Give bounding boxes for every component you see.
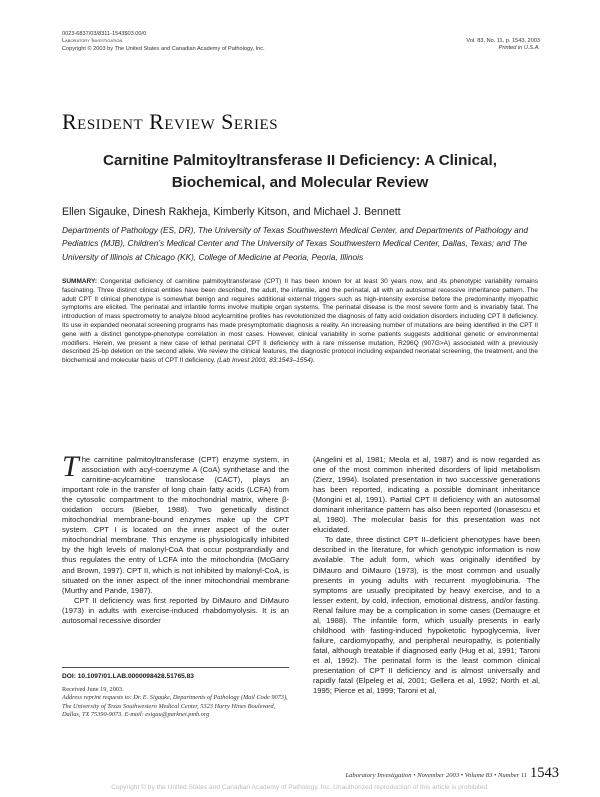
paragraph: To date, three distinct CPT II–deficient phenotypes have been described in the literature, for which genotypic information is now available. The adult form, which was originally identified by DiMauro and DiMauro (1973), is the most common and usually presents in young adults with recurrent myoglobinuria. The symptoms are usually precipitated by heavy exercise, and to a lesser extent, by cold, infection, emotional distress, and/or fasting. Renal failure may be a complication in some cases (Demaugre et al, 1988). The infantile form, which usually presents in early childhood with fasting-induced hypoketotic hypoglycemia, liver failure, cardiomyopathy, and peripheral neuropathy, is potentially fatal, although treatable if diagnosed early (Hug et al, 1991; Taroni et al, 1992). The perinatal form is the least common clinical presentation of CPT II deficiency and is almost universally and rapidly fatal (Elpeleg et al, 2001; Gellera et al, 1992; North et al, 1995; Pierce et al, 1999; Taroni et al, [313, 535, 540, 696]
received-date: Received June 19, 2003. [62, 686, 124, 693]
header-right [466, 38, 540, 53]
header-left [62, 31, 265, 53]
reprint-address: Address reprint requests to: Dr. E. Sigauke, Departments of Pathology (Mail Code 9073), The University of Texas Southwestern Medical Center, 5323 Harry Hines Boulevard, Dallas, TX 75390-9073. E-mail: esigau@parknet.pmh.org [62, 694, 288, 718]
journal-footer: Laboratory Investigation • November 2003 • Volume 83 • Number 11 [345, 772, 527, 779]
body-column-right [313, 455, 540, 696]
volume-info: Vol. 83, No. 11, p. 1543, 2003 [466, 38, 540, 44]
journal-name: Laboratory Investigation [62, 38, 123, 45]
page-number: 1543 [530, 765, 559, 781]
article-title: Carnitine Palmitoyltransferase II Deficiency: A Clinical, Biochemical, and Molecular Review [103, 152, 497, 191]
summary-abstract [62, 278, 538, 366]
header-copyright: Copyright © 2003 by The United States and Canadian Academy of Pathology, Inc. [62, 45, 265, 52]
summary-citation: (Lab Invest 2003, 83:1543–1554). [217, 357, 315, 365]
paragraph [62, 450, 289, 596]
received-note [62, 686, 289, 719]
author-list: Ellen Sigauke, Dinesh Rakheja, Kimberly Kitson, and Michael J. Bennett [62, 206, 401, 218]
doi-line: DOI: 10.1097/01.LAB.0000098428.51765.83 [62, 673, 194, 680]
issn-line: 0023-6837/03/8311-1543$03.00/0 [62, 31, 147, 37]
paragraph-text: he carnitine palmitoyltransferase (CPT) enzyme system, in association with acyl-coenzyme A (CoA) synthetase and the carnitine-acylcarnitine translocase (CACT), plays an important role in the transfer of long chain fatty acids (LCFA) from the cytosolic compartment to the mitochondrial matrix, where β-oxidation occurs (Bieber, 1988). Two genetically distinct mitochondrial membrane-bound enzymes make up the CPT system. CPT I is located on the inner aspect of the outer mitochondrial membrane. This enzyme is physiologically inhibited by the high levels of malonyl-CoA that occur postprandially and thus regulates the entry of LCFA into the mitochondria (McGarry and Brown, 1997). CPT II, which is not inhibited by malonyl-CoA, is situated on the inner aspect of the inner mitochondrial membrane (Murthy and Pande, 1987). [62, 455, 289, 595]
summary-text: Congenital deficiency of carnitine palmitoyltransferase (CPT) II has been known for at least 30 years now, and its phenotypic variability remains fascinating. Three distinct clinical entities have been described, the adult, the infantile, and the perinatal, all with an autosomal recessive inheritance pattern. The adult CPT II clinical phenotype is somewhat benign and requires additional external triggers such as high-intensity exercise before the predominantly myopathic symptoms are elicited. The perinatal and infantile forms involve multiple organ systems. The perinatal disease is the most severe form and is invariably fatal. The introduction of mass spectrometry to analyze blood acylcarnitine profiles has revolutionized the diagnosis of fatty acid oxidation disorders including CPT II deficiency. Its use in expanded neonatal screening programs has made presymptomatic diagnosis a reality. An increasing number of mutations are being identified in the CPT II gene with a distinct genotype-phenotype correlation in most cases. However, clinical variability in some patients suggests additional genetic or environmental modifiers. Herein, we present a new case of lethal perinatal CPT II deficiency with a rare missense mutation, R296Q (907G>A) associated with a previously described 25-bp deletion on the second allele. We review the clinical features, the diagnostic protocol including expanded neonatal screening, the treatment, and the biochemical and molecular basis of CPT II deficiency. [62, 278, 538, 365]
paragraph: CPT II deficiency was first reported by DiMauro and DiMauro (1973) in adults with exercise-induced rhabdomyolysis. It is an autosomal recessive disorder [62, 595, 289, 625]
series-heading: Resident Review Series [62, 109, 279, 134]
paragraph: (Angelini et al, 1981; Meola et al, 1987) and is now regarded as one of the most common inherited disorders of lipid metabolism (Zierz, 1994). Isolated presentation in two successive generations has been reported, indicating a possible dominant inheritance (Mongini et al, 1991). Partial CPT II deficiency with an autosomal dominant inheritance pattern has also been reported (Ionasescu et al, 1980). The molecular basis for this presentation was not elucidated. [313, 455, 540, 535]
footnote-divider [62, 667, 289, 668]
affiliations: Departments of Pathology (ES, DR), The University of Texas Southwestern Medical Center, and Departments of Pathology and Pediatrics (MJB), Children’s Medical Center and The University of Texas Southwestern Medical Center, Dallas, Texas; and The University of Illinois at Chicago (KK), College of Medicine at Peoria, Peoria, Illinois [62, 225, 528, 262]
printed-in: Printed in U.S.A. [498, 45, 540, 52]
drop-cap: T [62, 450, 79, 483]
copyright-watermark: Copyright © by the United States and Canadian Academy of Pathology, Inc. Unauthorized reproduction of this article is prohibited. [111, 784, 489, 791]
body-column-left [62, 450, 289, 626]
summary-label: SUMMARY: [62, 278, 98, 285]
